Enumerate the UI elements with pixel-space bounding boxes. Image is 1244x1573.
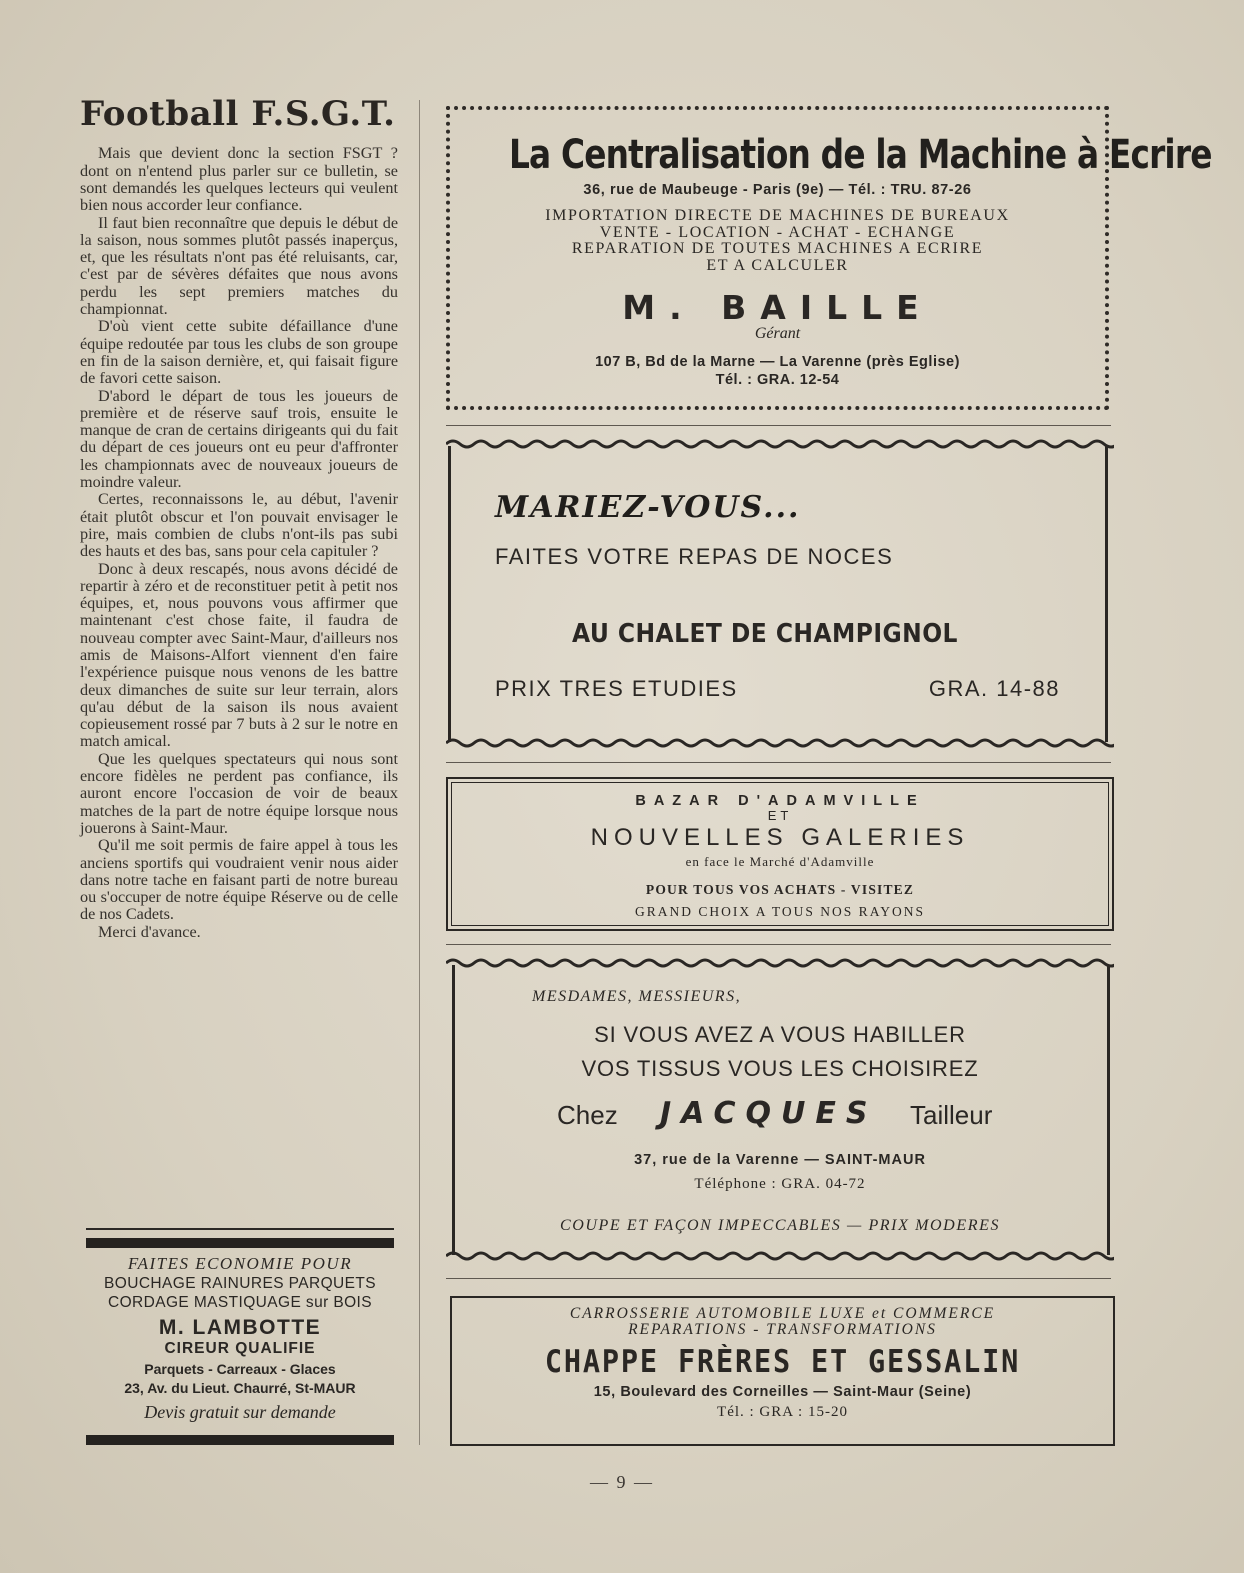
article-paragraph: Qu'il me soit permis de faire appel à tous les anciens sportifs qui voudraient venir nous aider dans notre tache en faisant parti de notre bureau ou s'occuper de notre équipe Réserve ou de celle de nos Cadets. xyxy=(80,836,398,924)
ad-jacques-address: 37, rue de la Varenne — SAINT-MAUR xyxy=(634,1152,926,1168)
ad-cme-service-line: IMPORTATION DIRECTE DE MACHINES DE BUREAUX xyxy=(545,207,1010,224)
ad-chappe-name: CHAPPE FRÈRES ET GESSALIN xyxy=(544,1344,1021,1380)
wavy-border-bottom xyxy=(446,737,1114,749)
ad-cme-address2: 107 B, Bd de la Marne — La Varenne (près Eglise) xyxy=(595,354,960,370)
ad-jacques-tailleur xyxy=(460,972,1100,1254)
article-paragraph: Il faut bien reconnaître que depuis le début de la saison, nous sommes plutôt passés inaperçus, et, que les résultats n'ont pas été reluisants, car, c'est par de sévères défaites que nous avons perdu les sept premiers matches du championnat. xyxy=(80,213,398,319)
article-column xyxy=(80,96,398,941)
ad-lambotte xyxy=(86,1238,394,1450)
ad-lambotte-headline: FAITES ECONOMIE POUR xyxy=(127,1254,353,1273)
frame-right xyxy=(1105,446,1108,742)
ad-cme-role: Gérant xyxy=(754,325,801,342)
separator-rule xyxy=(446,762,1111,763)
ad-chappe-freres xyxy=(450,1296,1115,1446)
ad-cme-address: 36, rue de Maubeuge - Paris (9e) — Tél. : TRU. 87-26 xyxy=(583,182,972,198)
ad-cme-service-line: ET A CALCULER xyxy=(706,256,849,274)
ad-bazar-line6: GRAND CHOIX A TOUS NOS RAYONS xyxy=(635,904,925,919)
ad-cme-title: La Centralisation de la Machine à Ecrire xyxy=(508,132,1212,178)
ad-bazar-line3: NOUVELLES GALERIES xyxy=(590,824,970,851)
ad-chappe-tel: Tél. : GRA : 15-20 xyxy=(717,1404,848,1420)
ad-bazar-inner-frame xyxy=(451,782,1109,926)
ad-jacques-footer: COUPE ET FAÇON IMPECCABLES — PRIX MODERES xyxy=(559,1217,1001,1234)
ad-chappe-address: 15, Boulevard des Corneilles — Saint-Maur (Seine) xyxy=(593,1384,972,1400)
ad-jacques-line3: VOS TISSUS VOUS LES CHOISIREZ xyxy=(581,1056,979,1081)
frame-left xyxy=(452,965,455,1255)
page-number: — 9 — xyxy=(590,1472,654,1492)
ad-bottom-bar xyxy=(86,1435,394,1445)
ad-jacques-line2: SI VOUS AVEZ A VOUS HABILLER xyxy=(594,1022,966,1047)
article-body xyxy=(80,145,398,941)
ad-jacques-name: JACQUES xyxy=(660,1096,878,1131)
article-paragraph: Que les quelques spectateurs qui nous sont encore fidèles ne perdent pas confiance, ils auront encore l'occasion de voir de beaux matches de la part de notre équipe lorsque nous jouerons à Saint-Maur. xyxy=(80,749,398,837)
article-paragraph: D'où vient cette subite défaillance d'une équipe redoutée par tous les clubs de son groupe en fin de la saison dernière, et, qui faisait figure de favori cette saison. xyxy=(80,317,398,388)
ad-mariez-tel: GRA. 14-88 xyxy=(928,676,1060,701)
wavy-border-bottom xyxy=(446,1250,1114,1262)
ad-lambotte-name: M. LAMBOTTE xyxy=(158,1316,322,1339)
ad-chappe-line1: CARROSSERIE AUTOMOBILE LUXE et COMMERCE xyxy=(569,1305,996,1322)
ad-cme-tel: Tél. : GRA. 12-54 xyxy=(715,372,840,388)
ad-jacques-tel: Téléphone : GRA. 04-72 xyxy=(694,1176,866,1192)
ad-machine-a-ecrire xyxy=(446,106,1212,410)
article-end-rule xyxy=(86,1228,394,1230)
ad-bazar-line1: BAZAR D'ADAMVILLE xyxy=(635,793,925,809)
ad-mariez-title: MARIEZ-VOUS... xyxy=(495,490,801,525)
wavy-border-top xyxy=(446,438,1114,450)
ad-lambotte-address: 23, Av. du Lieut. Chaurré, St-MAUR xyxy=(124,1380,356,1396)
ad-jacques-trade: Tailleur xyxy=(910,1100,993,1130)
separator-rule xyxy=(446,425,1111,426)
separator-rule xyxy=(446,944,1111,945)
ad-jacques-salutation: MESDAMES, MESSIEURS, xyxy=(532,988,742,1005)
ad-lambotte-line: CORDAGE MASTIQUAGE sur BOIS xyxy=(107,1294,372,1311)
article-title: Football F.S.G.T. xyxy=(80,94,396,134)
ad-cme-name: M. BAILLE xyxy=(622,288,933,327)
article-paragraph: Mais que devient donc la section FSGT ? dont on n'entend plus parler sur ce bulletin, se sont demandés les quelques lecteurs qui veulent bien nous accorder leur confiance. xyxy=(80,144,398,215)
ad-mariez-prix: PRIX TRES ETUDIES xyxy=(495,676,738,701)
ad-bazar-line5: POUR TOUS VOS ACHATS - VISITEZ xyxy=(645,882,915,897)
ad-cme-service-line: REPARATION DE TOUTES MACHINES A ECRIRE xyxy=(571,240,984,257)
ad-cme-services xyxy=(450,208,1105,274)
ad-mariez-venue: AU CHALET DE CHAMPIGNOL xyxy=(572,619,958,649)
frame-right xyxy=(1107,965,1110,1255)
ad-jacques-chez: Chez xyxy=(557,1100,618,1130)
ad-top-bar xyxy=(86,1238,394,1248)
article-paragraph: D'abord le départ de tous les joueurs de première et de réserve sauf trois, ensuite le manque de cran de certains dirigeants qui du fait du départ de ces joueurs ont eu peur d'affronter les championnats avec de nouveaux joueurs de moindre valeur. xyxy=(80,386,398,492)
ad-bazar-line2: ET xyxy=(767,808,793,823)
column-divider xyxy=(419,100,420,1445)
article-paragraph: Donc à deux rescapés, nous avons décidé de repartir à zéro et de reconstituer petit à petit nos équipes, et, nous pouvons vous affirmer que maintenant c'est chose faite, il faudra de nouveau compter avec Saint-Maur, d'ailleurs nos amis de Maisons-Alfort viennent d'en faire l'expérience puisque nous venons de les battre deux dimanches de suite sur leur terrain, alors qu'au début de la saison ils nous avaient copieusement rossé par 7 buts à 2 sur le notre en match amical. xyxy=(80,559,398,751)
article-paragraph: Merci d'avance. xyxy=(98,922,201,941)
ad-lambotte-items: Parquets - Carreaux - Glaces xyxy=(144,1361,336,1377)
ad-mariez-vous xyxy=(460,452,1100,738)
separator-rule xyxy=(446,1278,1111,1279)
ad-cme-service-line: VENTE - LOCATION - ACHAT - ECHANGE xyxy=(599,223,956,241)
ad-mariez-subtitle: FAITES VOTRE REPAS DE NOCES xyxy=(495,544,894,569)
frame-left xyxy=(448,446,451,742)
ad-chappe-line2: REPARATIONS - TRANSFORMATIONS xyxy=(628,1321,937,1338)
ad-bazar-line4: en face le Marché d'Adamville xyxy=(685,854,875,869)
article-paragraph: Certes, reconnaissons le, au début, l'avenir était plutôt obscur et l'on pouvait envisager le pire, mais combien de clubs n'ont-ils pas subi des hauts et des bas, sans pour cela capituler ? xyxy=(80,490,398,561)
ad-lambotte-devis: Devis gratuit sur demande xyxy=(144,1402,336,1422)
wavy-border-top xyxy=(446,957,1114,969)
ad-lambotte-subtitle: CIREUR QUALIFIE xyxy=(164,1340,316,1357)
ad-lambotte-line: BOUCHAGE RAINURES PARQUETS xyxy=(104,1275,376,1292)
ad-bazar-adamville xyxy=(446,777,1114,931)
